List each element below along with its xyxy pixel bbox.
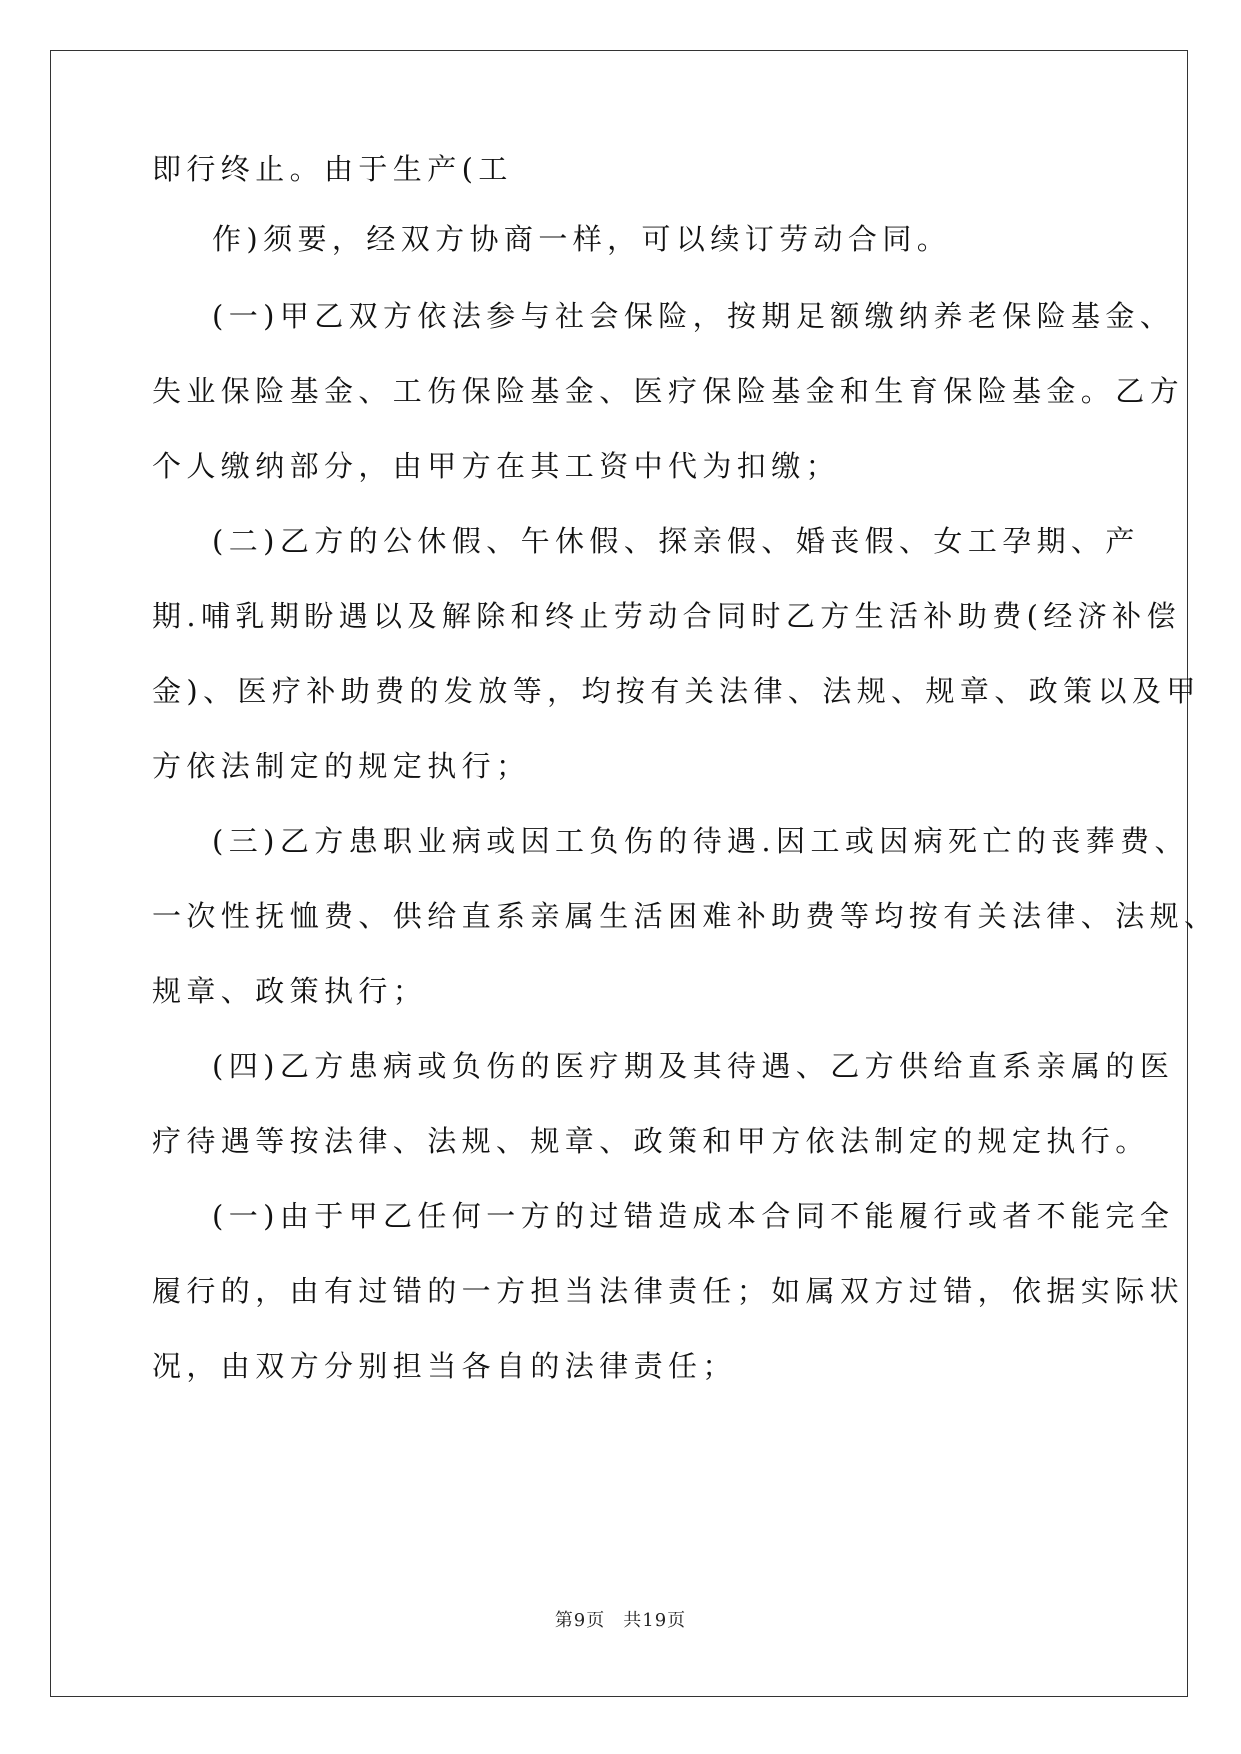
text-line: 况，由双方分别担当各自的法律责任；: [152, 1349, 737, 1383]
text-line: 一次性抚恤费、供给直系亲属生活困难补助费等均按有关法律、法规、: [152, 899, 1219, 933]
text-line: 方依法制定的规定执行；: [152, 749, 531, 783]
text-line: 疗待遇等按法律、法规、规章、政策和甲方依法制定的规定执行。: [152, 1124, 1150, 1158]
text-line: 期.哺乳期盼遇以及解除和终止劳动合同时乙方生活补助费(经济补偿: [152, 599, 1181, 633]
text-line: 规章、政策执行；: [152, 974, 428, 1008]
paragraph-start: (二)乙方的公休假、午休假、探亲假、婚丧假、女工孕期、产: [212, 524, 1140, 558]
text-line: 作)须要，经双方协商一样，可以续订劳动合同。: [212, 222, 952, 256]
text-line: 失业保险基金、工伤保险基金、医疗保险基金和生育保险基金。乙方: [152, 374, 1185, 408]
text-line: 金)、医疗补助费的发放等，均按有关法律、法规、规章、政策以及甲: [152, 674, 1201, 708]
text-line: 个人缴纳部分，由甲方在其工资中代为扣缴；: [152, 449, 841, 483]
page-total: 共19页: [623, 1610, 687, 1631]
paragraph-start: (一)甲乙双方依法参与社会保险，按期足额缴纳养老保险基金、: [212, 299, 1175, 333]
text-line: 履行的，由有过错的一方担当法律责任；如属双方过错，依据实际状: [152, 1274, 1185, 1308]
paragraph-start: (四)乙方患病或负伤的医疗期及其待遇、乙方供给直系亲属的医: [212, 1049, 1175, 1083]
paragraph-start: (三)乙方患职业病或因工负伤的待遇.因工或因病死亡的丧葬费、: [212, 824, 1189, 858]
page-number: 第9页: [554, 1610, 606, 1631]
page-footer: [0, 1606, 1241, 1632]
text-line: 即行终止。由于生产(工: [152, 152, 513, 186]
paragraph-start: (一)由于甲乙任何一方的过错造成本合同不能履行或者不能完全: [212, 1199, 1175, 1233]
